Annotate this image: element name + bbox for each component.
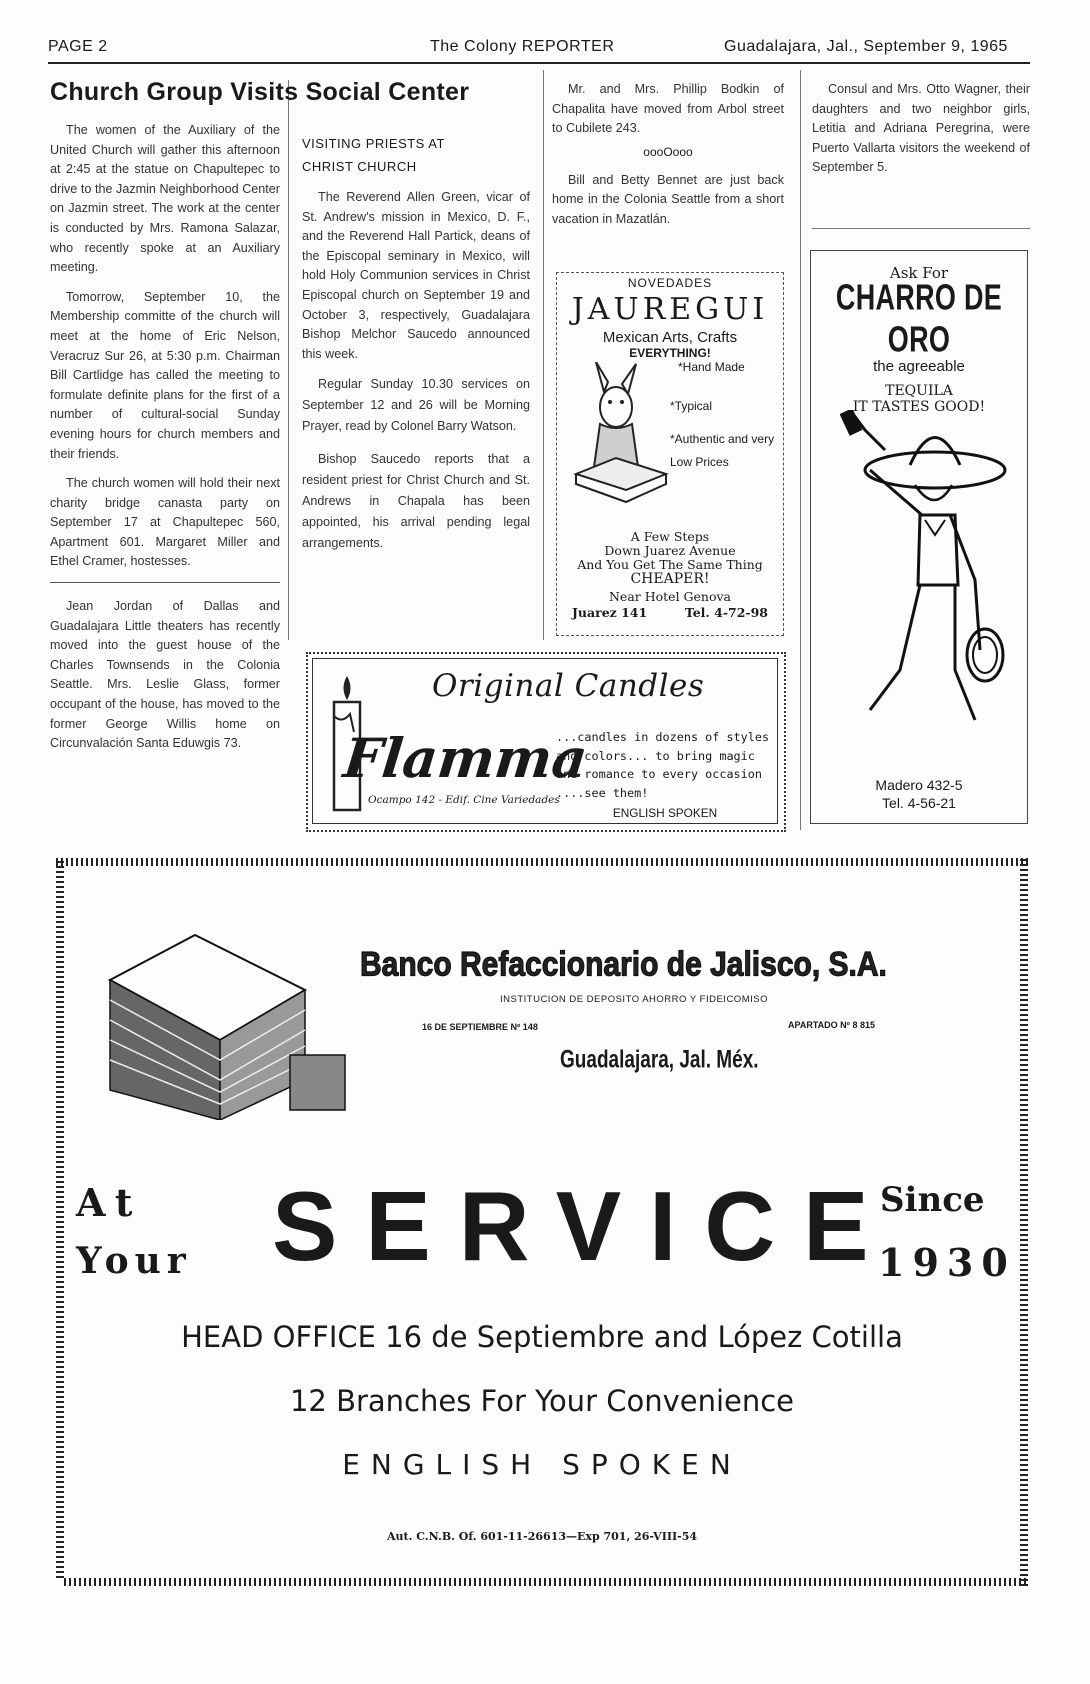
social-notes [552,80,784,240]
ad-text: *Hand Made [678,360,745,374]
candles-description [556,728,774,823]
slogan-service: SERVICE [272,1171,897,1281]
article-paragraph: Tomorrow, September 10, the Membership committe of the church will meet at the home of Eric Nelson, Veracruz Sur 26, at 5:30 p.m. Chairman Bill Cartlidge has called the meeting to formulate definite plans for the first of a number of cultural-social Sunday evening hours for church members and their friends. [50,289,280,461]
ad-text: ...candles in dozens of styles [556,730,770,744]
dateline: Guadalajara, Jal., September 9, 1965 [724,38,1008,55]
bank-ad-border-bottom [64,1578,1028,1586]
ad-text: Tel. 4-72-98 [684,605,768,620]
bank-apartado: APARTADO Nº 8 815 [788,1020,875,1030]
social-notes [812,80,1030,188]
ad-text: EVERYTHING! [629,346,711,360]
ad-text: Madero 432-5 [875,777,963,793]
article-paragraph: Consul and Mrs. Otto Wagner, their daughters and two neighbor girls, Letitia and Adriana Peregrina, were Puerto Vallarta visitors the weekend of September 5. [812,82,1030,175]
bank-authorization: Aut. C.N.B. Of. 601-11-26613—Exp 701, 26-VIII-54 [386,1530,698,1543]
ad-text: and colors... to bring magic [556,748,755,763]
bank-branches: 12 Branches For Your Convenience [289,1384,795,1418]
charro-ad-header [810,264,1028,415]
article-visiting-priests [302,136,530,566]
ad-text: IT TASTES GOOD! [852,399,986,415]
ad-text: and romance to every occasion [556,767,762,781]
headline: Church Group Visits Social Center [50,78,470,106]
article-paragraph: Bishop Saucedo reports that a resident priest for Christ Church and St. Andrews in Chapala has been appointed, his arrival pending legal arrangements. [302,452,530,551]
ad-brand: CHARRO DE ORO [835,277,1003,360]
article-paragraph: The Reverend Allen Green, vicar of St. Andrew's mission in Mexico, D. F., and the Reverend Hall Partick, deans of the Episcopal seminary in Mexico, will hold Holy Communion services in Christ Episcopal church on September 19 and October 3, respectively, Guadalajara Bishop Melchor Saucedo announced this week. [302,190,530,361]
ad-text: *Authentic and very [670,432,775,446]
paper-name: The Colony REPORTER [430,38,615,55]
ad-text: Juarez 141 [572,605,648,620]
charro-ad-footer [810,776,1028,812]
bank-building-illustration [100,920,350,1120]
bank-ad-border-right [1020,858,1028,1586]
article-paragraph: Jean Jordan of Dallas and Guadalajara Little theaters has recently moved into the guest house of the Charles Townsends in the Colonia Seattle. Mrs. Leslie Glass, former occupant of the house, has moved to the former George Willis home on Circunvalación Santa Eduwgis 73. [50,599,280,751]
page-number: PAGE 2 [48,38,108,55]
column-divider [543,70,544,640]
ad-text: A Few Steps [630,529,710,544]
ad-text: NOVEDADES [627,276,713,290]
article-paragraph: Bill and Betty Bennet are just back home in the Colonia Seattle from a short vacation in Mazatlán. [552,172,784,226]
slogan-your: Your [76,1240,192,1282]
divider [812,228,1030,229]
bank-name: Banco Refaccionario de Jalisco, S.A. [360,945,887,984]
ad-text: ....see them! [556,785,649,800]
bank-head-office: HEAD OFFICE 16 de Septiembre and López Cotilla [181,1320,903,1354]
masthead-rule [48,62,1030,64]
ad-brand: JAUREGUI [571,292,769,327]
ad-text: Mexican Arts, Crafts [602,329,738,346]
bank-ad-border-top [56,858,1028,866]
ad-text: Ocampo 142 - Edif. Cine Variedades [368,794,560,806]
article-paragraph: Regular Sunday 10.30 services on September 12 and 26 will be Morning Prayer, read by Colonel Barry Watson. [302,377,530,434]
slogan-year: 1930 [878,1240,1016,1285]
jauregui-features [670,360,778,470]
article-paragraph: The women of the Auxiliary of the United Church will gather this afternoon at 2:45 at the statue on Chapultepec to drive to the Jazmin Neighborhood Center on Jazmin street. The work at the center is conducted by Mrs. Ramona Salazar, who recently spoke at an Auxiliary meeting. [50,123,280,275]
bank-ad-border-left [56,858,64,1578]
article-paragraph: The church women will hold their next charity bridge canasta party on September 17 at Chapultepec 560, Apartment 601. Margaret Miller and Ethel Cramer, hostesses. [50,476,280,569]
donkey-figurine-illustration [566,362,676,512]
flamma-logo: Flamma [340,726,591,790]
bank-english-spoken: ENGLISH SPOKEN [342,1448,742,1481]
ad-text: Tel. 4-56-21 [882,795,956,811]
ad-text: Near Hotel Genova [608,589,732,604]
ad-text: And You Get The Same Thing [577,557,763,572]
column-divider [800,70,801,830]
bank-city: Guadalajara, Jal. Méx. [560,1046,759,1074]
ad-text: ENGLISH SPOKEN [612,806,718,820]
jauregui-ad-content [556,276,784,360]
article-heading: CHRIST CHURCH [302,159,417,174]
ad-text: Ask For [889,264,949,282]
ad-text: the agreeable [873,358,965,375]
ad-text: Down Juarez Avenue [604,543,736,558]
column-divider [288,80,289,640]
slogan-since: Since [880,1180,985,1220]
article-heading: VISITING PRIESTS AT [302,136,445,151]
bank-institution: INSTITUCION DE DEPOSITO AHORRO Y FIDEICOMISO [500,994,768,1005]
ornament: oooOooo [643,144,693,159]
ad-text: CHEAPER! [630,571,710,587]
ad-title: Original Candles [432,668,705,704]
ad-text: Low Prices [670,455,729,469]
article-paragraph: Mr. and Mrs. Phillip Bodkin of Chapalita have moved from Arbol street to Cubilete 243. [552,82,784,136]
bank-street: 16 DE SEPTIEMBRE Nº 148 [422,1022,538,1032]
slogan-at: At [76,1180,143,1225]
ad-text: *Typical [670,399,713,413]
jauregui-ad-footer [556,530,784,620]
ad-text: TEQUILA [885,383,953,399]
charro-illustration [840,410,1010,760]
